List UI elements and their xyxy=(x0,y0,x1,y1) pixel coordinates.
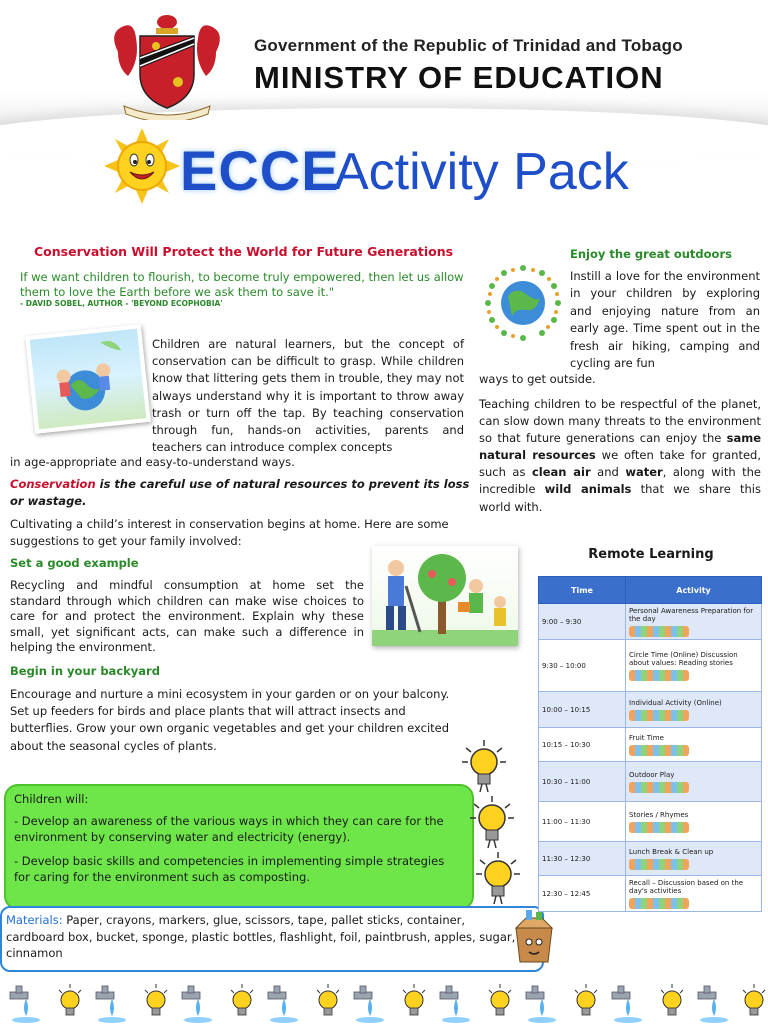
row-time: 11:00 – 11:30 xyxy=(539,802,626,842)
ministry-title: MINISTRY OF EDUCATION xyxy=(254,60,664,95)
intro-paragraph-tail: in age-appropriate and easy-to-understand ways. xyxy=(10,455,295,469)
title-ecce: ECCE xyxy=(180,139,340,202)
activity-illustration xyxy=(629,745,689,756)
gardening-illustration xyxy=(372,546,518,646)
sun-mascot-icon xyxy=(104,128,180,204)
col-activity-header: Activity xyxy=(626,577,762,604)
respect-text: and xyxy=(590,465,626,480)
lightbulb-icon xyxy=(462,740,506,794)
table-row xyxy=(539,692,762,728)
row-activity-text: Personal Awareness Preparation for the day xyxy=(629,606,754,623)
activity-illustration xyxy=(629,782,689,793)
intro-paragraph: Children are natural learners, but the concept of conservation can be difficult to grasp. While children know that littering gets them in trouble, they may not always understand why it is important to throw away trash or turn off the tap. By teaching conservation through fun, hands-on activities, parents and teachers can introduce complex concepts xyxy=(152,337,464,455)
children-will-item: - Develop basic skills and competencies in implementing simple strategies for caring for the environment such as composting. xyxy=(14,854,445,884)
table-row xyxy=(539,842,762,876)
row-activity-text: Fruit Time xyxy=(629,733,664,742)
row-activity xyxy=(626,604,762,640)
outdoors-paragraph: Instill a love for the environment in your children by exploring and enjoying nature from an early age. Time spent out in the fresh air hiking, camping and cycling are fun xyxy=(570,269,760,371)
example-paragraph: Recycling and mindful consumption at home set the standard through which children can make wise choices to care for and protect the environment. Explain why these small, yet significant acts, can make such a difference in helping the environment. xyxy=(10,578,364,655)
materials-text xyxy=(6,912,526,962)
row-activity xyxy=(626,640,762,692)
remote-learning-table xyxy=(538,576,762,912)
conservation-heading: Conservation Will Protect the World for Future Generations xyxy=(34,244,454,259)
definition-term: Conservation xyxy=(10,477,96,491)
row-time: 10:00 – 10:15 xyxy=(539,692,626,728)
children-earth-photo xyxy=(25,324,151,434)
table-row xyxy=(539,604,762,640)
children-will-title: Children will: xyxy=(14,792,89,806)
row-activity xyxy=(626,728,762,762)
table-row xyxy=(539,640,762,692)
respect-bold-animals: wild animals xyxy=(544,482,632,497)
cultivating-paragraph: Cultivating a child’s interest in conservation begins at home. Here are some suggestions to get your family involved: xyxy=(10,517,449,548)
activity-illustration xyxy=(629,822,689,833)
activity-illustration xyxy=(629,710,689,721)
row-activity-text: Stories / Rhymes xyxy=(629,810,689,819)
respect-bold-resources: same natural resources xyxy=(479,431,761,463)
activity-illustration xyxy=(629,670,689,681)
footer-border xyxy=(0,980,768,1024)
lightbulb-icon xyxy=(470,796,514,850)
materials-list: Paper, crayons, markers, glue, scissors, tape, pallet sticks, container, cardboard box, bucket, sponge, plastic bottles, flashlight, foil, paintbrush, apples, sugar, cinnamon xyxy=(6,913,516,960)
row-activity xyxy=(626,842,762,876)
row-activity xyxy=(626,692,762,728)
children-will-item: - Develop an awareness of the various ways in which they can care for the environment by conserving water and electricity (energy). xyxy=(14,814,444,844)
row-time: 9:30 – 10:00 xyxy=(539,640,626,692)
row-activity xyxy=(626,762,762,802)
respect-text: we often take for granted, such as xyxy=(479,448,761,480)
outdoors-paragraph-tail: ways to get outside. xyxy=(479,372,596,386)
remote-learning-title: Remote Learning xyxy=(588,547,714,562)
table-row xyxy=(539,728,762,762)
row-activity-text: Individual Activity (Online) xyxy=(629,698,722,707)
lightbulb-icon xyxy=(476,852,520,906)
globe-icon xyxy=(482,262,564,344)
activity-illustration xyxy=(629,898,689,909)
outdoors-heading: Enjoy the great outdoors xyxy=(570,247,732,261)
activity-illustration xyxy=(629,626,689,637)
respect-bold-air: clean air xyxy=(531,465,591,480)
col-time-header: Time xyxy=(539,577,626,604)
table-row xyxy=(539,762,762,802)
conservation-definition xyxy=(10,476,470,510)
activity-illustration xyxy=(629,859,689,870)
backyard-paragraph: Encourage and nurture a mini ecosystem in your garden or on your balcony. Set up feeders for birds and place plants that will attract insects and butterflies. Grow your own organic vegetables and get your children excited about the seasonal cycles of plants. xyxy=(10,687,450,753)
respect-text: Teaching children to be respectful of the planet, can slow down many threats to the environment so that future generations can enjoy the xyxy=(479,397,761,446)
row-time: 10:30 – 11:00 xyxy=(539,762,626,802)
respect-bold-water: water xyxy=(625,465,663,480)
row-activity xyxy=(626,802,762,842)
table-row xyxy=(539,876,762,912)
backyard-heading: Begin in your backyard xyxy=(10,664,160,678)
row-activity-text: Recall – Discussion based on the day's activities xyxy=(629,878,744,895)
row-activity-text: Outdoor Play xyxy=(629,770,675,779)
row-activity-text: Circle Time (Online) Discussion about values: Reading stories xyxy=(629,650,738,667)
respect-paragraph xyxy=(479,396,761,516)
row-time: 11:30 – 12:30 xyxy=(539,842,626,876)
row-activity-text: Lunch Break & Clean up xyxy=(629,847,714,856)
row-time: 9:00 – 9:30 xyxy=(539,604,626,640)
respect-text: , along with the incredible xyxy=(479,465,761,497)
definition-text: is the careful use of natural resources to prevent its loss or wastage. xyxy=(10,477,470,508)
coat-of-arms-icon xyxy=(104,12,230,120)
respect-text: that we share this world with. xyxy=(479,482,761,514)
government-title: Government of the Republic of Trinidad and Tobago xyxy=(254,36,683,55)
quote-author: - DAVID SOBEL, AUTHOR - 'BEYOND ECOPHOBIA' xyxy=(20,299,223,308)
row-time: 12:30 – 12:45 xyxy=(539,876,626,912)
sobel-quote: If we want children to flourish, to become truly empowered, then let us allow them to love the Earth before we ask them to save it." xyxy=(20,270,464,299)
row-time: 10:15 – 10:30 xyxy=(539,728,626,762)
row-activity xyxy=(626,876,762,912)
title-activity-pack: Activity Pack xyxy=(334,143,629,201)
box-character-icon xyxy=(512,910,556,968)
table-row xyxy=(539,802,762,842)
materials-label: Materials: xyxy=(6,913,63,927)
example-heading: Set a good example xyxy=(10,556,139,570)
